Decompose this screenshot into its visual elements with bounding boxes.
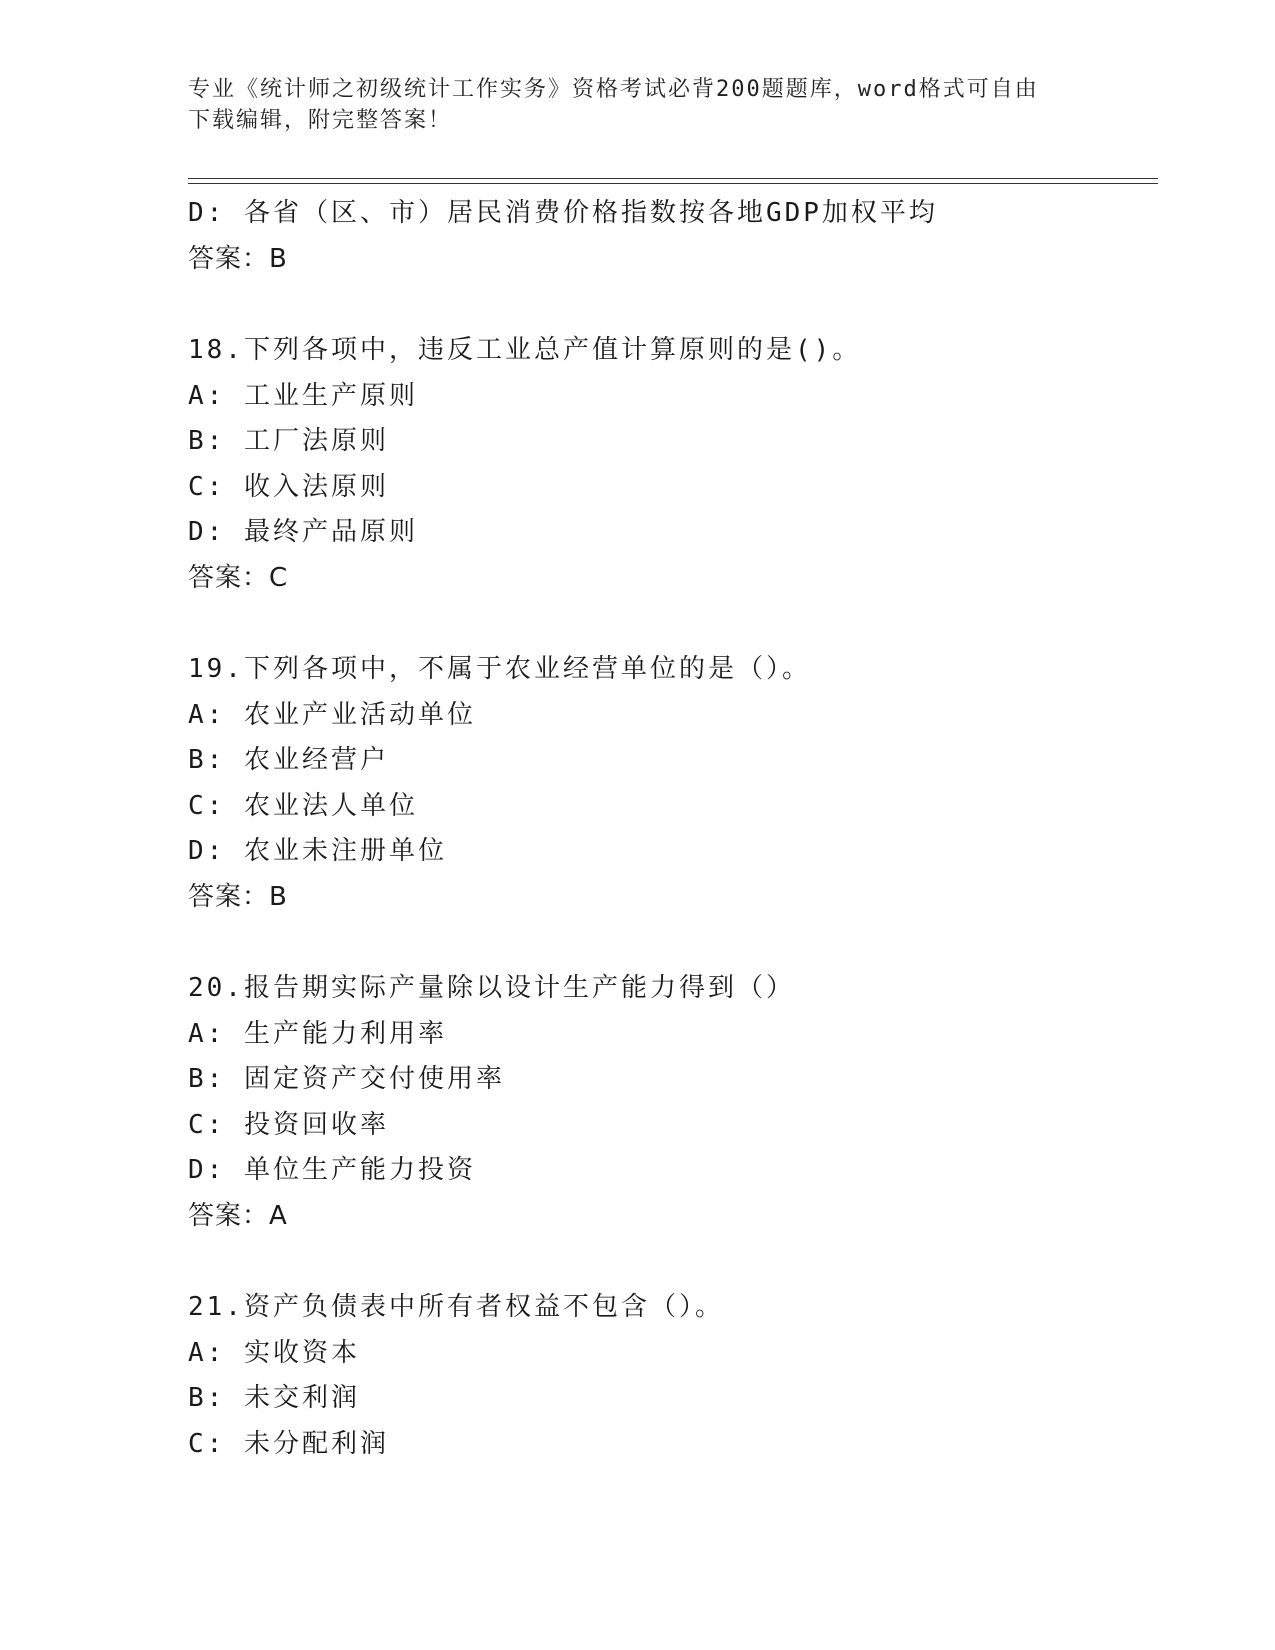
question-18-option-b: B: 工厂法原则	[188, 426, 389, 456]
header-rule-bottom	[188, 183, 1158, 184]
question-spacer	[188, 282, 1168, 328]
question-18-stem: 18.下列各项中，违反工业总产值计算原则的是()。	[188, 335, 862, 365]
question-21-option-a: A: 实收资本	[188, 1337, 360, 1368]
question-21-option-b: B: 未交利润	[188, 1383, 360, 1413]
question-20-option-a: A: 生产能力利用率	[188, 1018, 447, 1049]
question-spacer	[188, 1239, 1168, 1285]
question-21-stem: 21.资产负债表中所有者权益不包含（）。	[188, 1292, 724, 1322]
question-18-option-d: D: 最终产品原则	[188, 517, 418, 547]
question-21	[188, 1285, 1168, 1467]
document-header	[188, 74, 1078, 136]
question-20-option-d: D: 单位生产能力投资	[188, 1155, 476, 1185]
header-rule-top	[188, 178, 1158, 179]
question-20-stem: 20.报告期实际产量除以设计生产能力得到（）	[188, 973, 795, 1003]
header-title-line-2: 下载编辑，附完整答案！	[188, 108, 453, 133]
question-19-option-d: D: 农业未注册单位	[188, 836, 447, 866]
question-20-answer: 答案：A	[188, 1200, 288, 1231]
question-17-option-d: D: 各省（区、市）居民消费价格指数按各地GDP加权平均	[188, 198, 938, 228]
question-20	[188, 966, 1168, 1239]
question-spacer	[188, 920, 1168, 966]
question-21-option-c: C: 未分配利润	[188, 1428, 389, 1459]
question-19-option-c: C: 农业法人单位	[188, 790, 418, 821]
question-17-answer: 答案：B	[188, 243, 288, 274]
question-17-continuation	[188, 191, 1168, 282]
question-19-option-b: B: 农业经营户	[188, 745, 389, 775]
question-18-option-a: A: 工业生产原则	[188, 380, 418, 411]
question-19-stem: 19.下列各项中，不属于农业经营单位的是（）。	[188, 654, 811, 684]
question-19	[188, 647, 1168, 920]
header-title-line-1: 专业《统计师之初级统计工作实务》资格考试必背200题题库，word格式可自由	[188, 77, 1039, 102]
question-list	[188, 191, 1168, 1467]
question-18-answer: 答案：C	[188, 562, 289, 593]
question-20-option-c: C: 投资回收率	[188, 1109, 389, 1140]
question-20-option-b: B: 固定资产交付使用率	[188, 1064, 505, 1094]
question-spacer	[188, 601, 1168, 647]
question-19-option-a: A: 农业产业活动单位	[188, 699, 476, 730]
question-18-option-c: C: 收入法原则	[188, 471, 389, 502]
question-18	[188, 328, 1168, 601]
question-19-answer: 答案：B	[188, 881, 288, 912]
